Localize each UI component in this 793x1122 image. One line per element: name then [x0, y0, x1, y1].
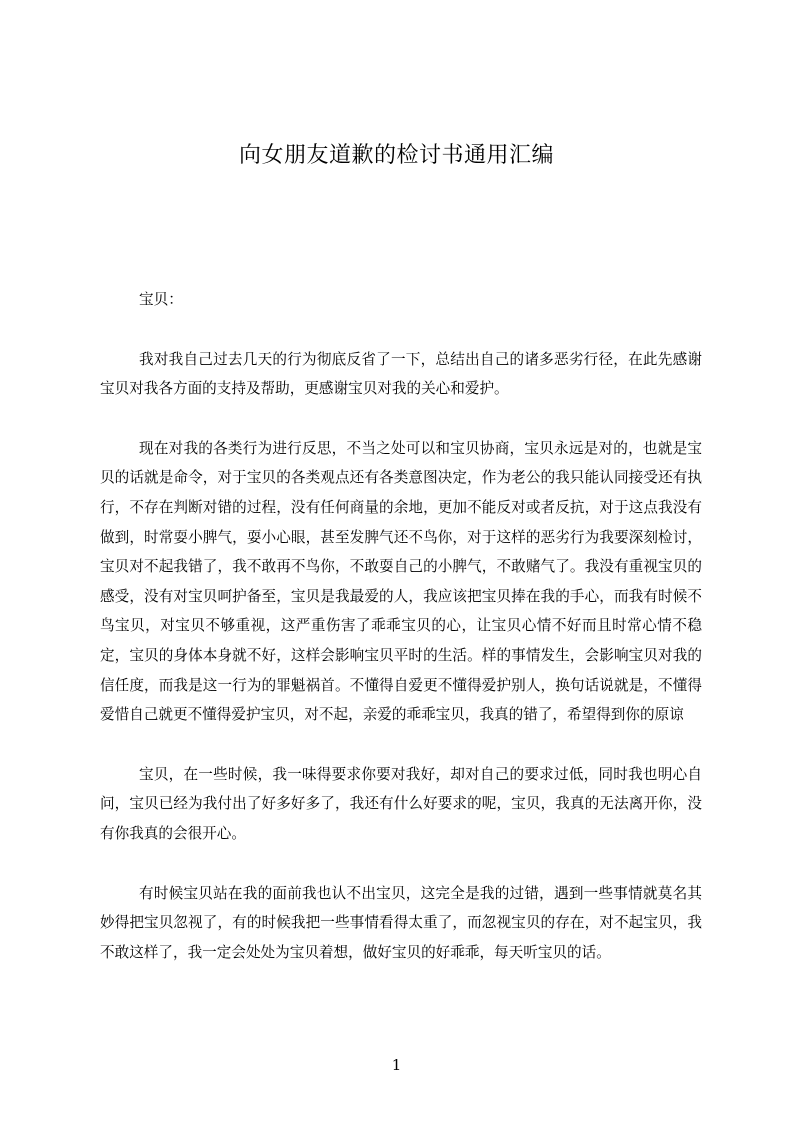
paragraph-1: 我对我自己过去几天的行为彻底反省了一下，总结出自己的诸多恶劣行径，在此先感谢宝贝对我各方面的支持及帮助，更感谢宝贝对我的关心和爱护。 [100, 350, 702, 398]
paragraph-2: 现在对我的各类行为进行反思，不当之处可以和宝贝协商，宝贝永远是对的，也就是宝贝的话就是命令，对于宝贝的各类观点还有各类意图决定，作为老公的我只能认同接受还有执行，不存在判断对错的过程，没有任何商量的余地，更加不能反对或者反抗，对于这点我没有做到，时常耍小脾气，耍小心眼，甚至发脾气还不鸟你，对于这样的恶劣行为我要深刻检讨，宝贝对不起我错了，我不敢再不鸟你，不敢耍自己的小脾气，不敢赌气了。我没有重视宝贝的感受，没有对宝贝呵护备至，宝贝是我最爱的人，我应该把宝贝捧在我的手心，而我有时候不鸟宝贝，对宝贝不够重视，这严重伤害了乖乖宝贝的心，让宝贝心情不好而且时常心情不稳定，宝贝的身体本身就不好，这样会影响宝贝平时的生活。样的事情发生，会影响宝贝对我的信任度，而我是这一行为的罪魁祸首。不懂得自爱更不懂得爱护别人，换句话说就是，不懂得爱惜自己就更不懂得爱护宝贝，对不起，亲爱的乖乖宝贝，我真的错了，希望得到你的原谅 [100, 439, 702, 724]
greeting: 宝贝： [139, 291, 183, 308]
document-title: 向女朋友道歉的检讨书通用汇编 [238, 143, 554, 168]
document-body [100, 285, 702, 967]
page-number: 1 [391, 1056, 402, 1074]
paragraph-3: 宝贝，在一些时候，我一味得要求你要对我好，却对自己的要求过低，同时我也明心自问，宝贝已经为我付出了好多好多了，我还有什么好要求的呢，宝贝，我真的无法离开你，没有你我真的会很开心。 [100, 765, 702, 842]
paragraph-4: 有时候宝贝站在我的面前我也认不出宝贝，这完全是我的过错，遇到一些事情就莫名其妙得把宝贝忽视了，有的时候我把一些事情看得太重了，而忽视宝贝的存在，对不起宝贝，我不敢这样了，我一定会处处为宝贝着想，做好宝贝的好乖乖，每天听宝贝的话。 [100, 884, 702, 961]
